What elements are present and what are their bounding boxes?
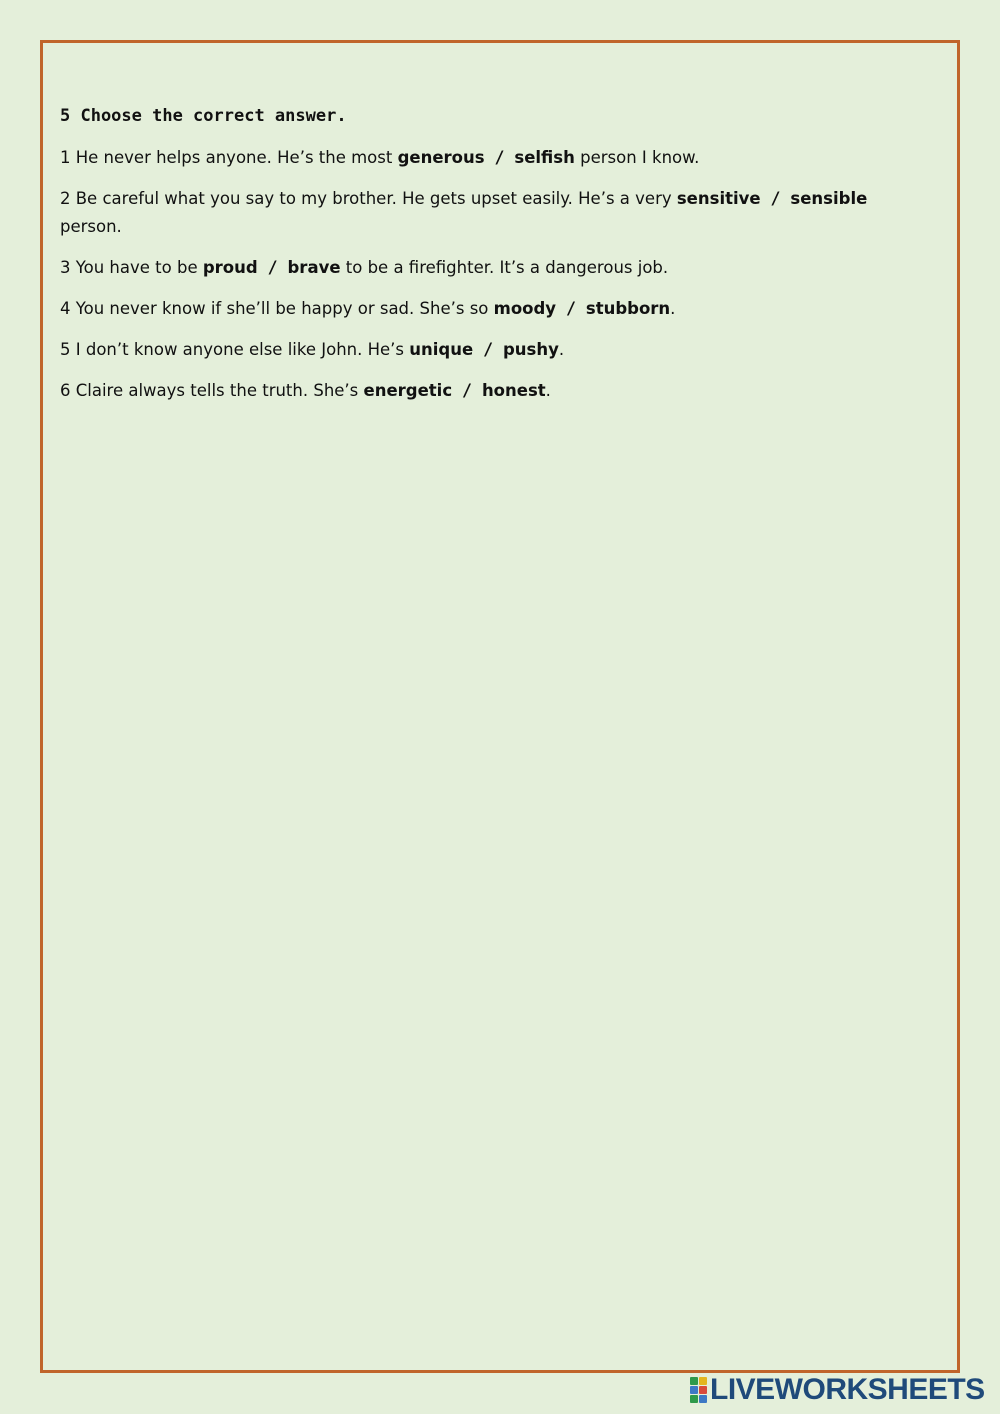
question-text: 2 Be careful what you say to my brother. He gets upset easily. He’s a very (60, 189, 677, 208)
question-item (60, 185, 900, 241)
answer-option[interactable]: sensible (790, 189, 868, 208)
question-text: person I know. (574, 148, 700, 167)
question-text: 5 I don’t know anyone else like John. He’s (60, 340, 410, 359)
question-item (60, 377, 900, 405)
question-text: 3 You have to be (60, 258, 203, 277)
option-separator: / (452, 381, 482, 400)
answer-option[interactable]: brave (287, 258, 341, 277)
question-text: 6 Claire always tells the truth. She’s (60, 381, 364, 400)
question-item (60, 254, 900, 282)
logo-square (699, 1386, 707, 1394)
option-separator: / (484, 148, 515, 167)
answer-option[interactable]: honest (481, 381, 546, 400)
exercise-section (60, 103, 900, 418)
answer-option[interactable]: energetic (363, 381, 453, 400)
logo-square (690, 1395, 698, 1403)
question-text: . (545, 381, 551, 400)
question-text: person. (60, 217, 122, 236)
answer-option[interactable]: stubborn (585, 299, 671, 318)
question-text: 1 He never helps anyone. He’s the most (60, 148, 398, 167)
logo-square (699, 1377, 707, 1385)
question-list (60, 144, 900, 405)
question-item (60, 295, 900, 323)
question-item (60, 144, 900, 172)
answer-option[interactable]: unique (409, 340, 474, 359)
exercise-heading: 5 Choose the correct answer. (60, 106, 347, 126)
answer-option[interactable]: moody (493, 299, 557, 318)
answer-option[interactable]: proud (202, 258, 258, 277)
question-item (60, 336, 900, 364)
question-text: . (558, 340, 565, 359)
answer-option[interactable]: selfish (514, 148, 575, 167)
option-separator: / (760, 189, 791, 208)
question-text: to be a firefighter. It’s a dangerous job. (340, 258, 669, 277)
answer-option[interactable]: generous (397, 148, 485, 167)
answer-option[interactable]: sensitive (676, 189, 761, 208)
answer-option[interactable]: pushy (502, 340, 559, 359)
logo-mark-icon (690, 1377, 707, 1403)
logo-text: LIVEWORKSHEETS (710, 1373, 985, 1406)
question-text: . (670, 299, 676, 318)
option-separator: / (556, 299, 586, 318)
question-text: 4 You never know if she’ll be happy or sad. She’s so (60, 299, 494, 318)
option-separator: / (257, 258, 288, 277)
logo-square (690, 1386, 698, 1394)
logo-square (699, 1395, 707, 1403)
option-separator: / (473, 340, 503, 359)
logo-square (690, 1377, 698, 1385)
liveworksheets-logo (690, 1372, 985, 1408)
